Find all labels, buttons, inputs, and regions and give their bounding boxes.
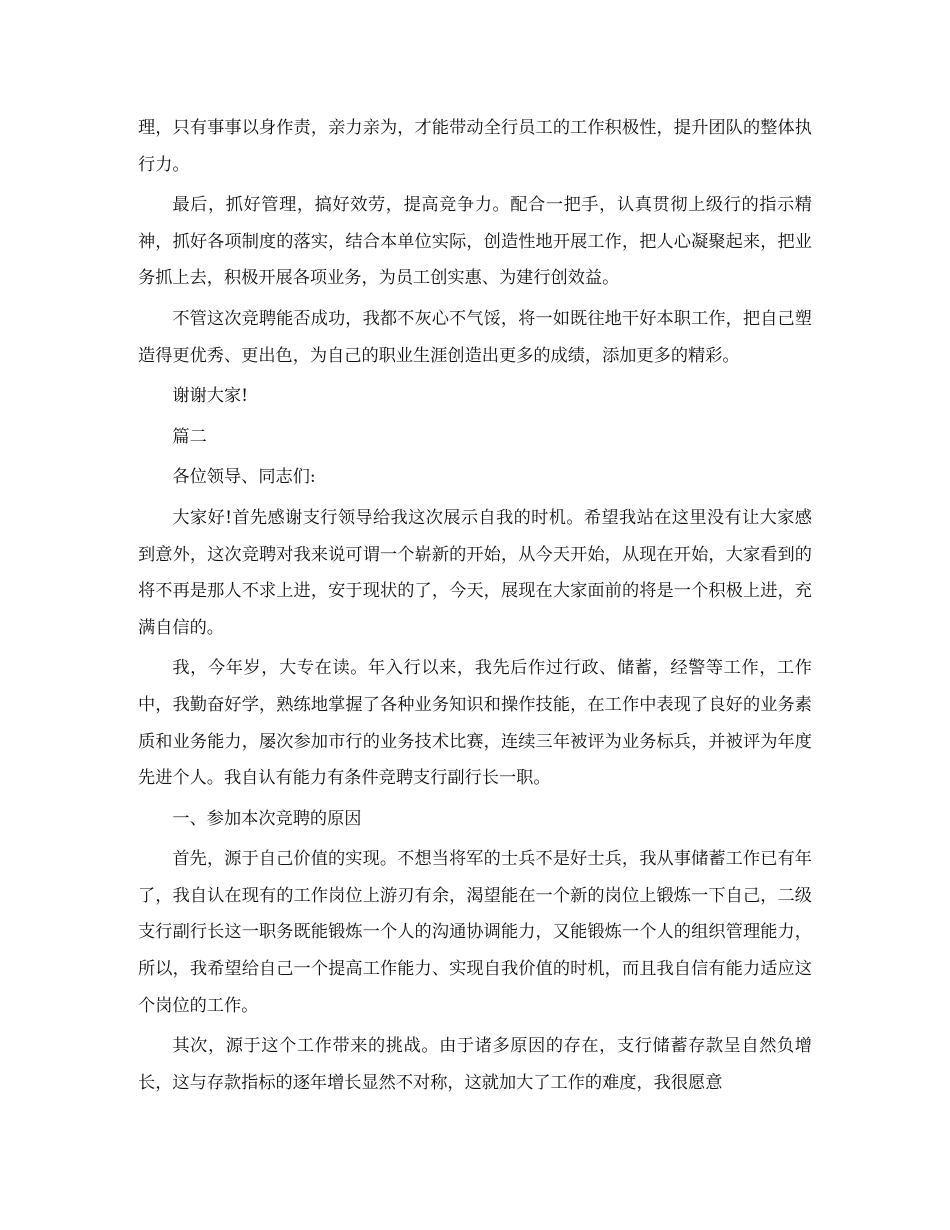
paragraph-10: 首先，源于自己价值的实现。不想当将军的士兵不是好士兵，我从事储蓄工作已有年了，我自认在现有的工作岗位上游刃有余，渴望能在一个新的岗位上锻炼一下自己，二级支行副行长这一职务既能锻炼一个人的沟通协调能力，又能锻炼一个人的组织管理能力，所以，我希望给自己一个提高工作能力、实现自我价值的时机，而且我自信有能力适应这个岗位的工作。	[138, 849, 812, 1016]
paragraph-1: 理，只有事事以身作责，亲力亲为，才能带动全行员工的工作积极性，提升团队的整体执行力。	[138, 118, 812, 175]
paragraph-11: 其次，源于这个工作带来的挑战。由于诸多原因的存在，支行储蓄存款呈自然负增长，这与存款指标的逐年增长显然不对称，这就加大了工作的难度，我很愿意	[138, 1036, 812, 1093]
salutation: 各位领导、同志们:	[172, 467, 316, 488]
paragraph-8: 我，今年岁，大专在读。年入行以来，我先后作过行政、储蓄，经警等工作，工作中，我勤奋好学，熟练地掌握了各种业务知识和操作技能，在工作中表现了良好的业务素质和业务能力，屡次参加市行的业务技术比赛，连续三年被评为业务标兵，并被评为年度先进个人。我自认有能力有条件竞聘支行副行长一职。	[138, 658, 812, 789]
paragraph-2: 最后，抓好管理，搞好效劳，提高竞争力。配合一把手，认真贯彻上级行的指示精神，抓好各项制度的落实，结合本单位实际，创造性地开展工作，把人心凝聚起来，把业务抓上去，积极开展各项业务，为员工创实惠、为建行创效益。	[138, 195, 812, 289]
subheading-reasons: 一、参加本次竞聘的原因	[172, 808, 362, 829]
paragraph-3: 不管这次竞聘能否成功，我都不灰心不气馁，将一如既往地干好本职工作，把自己塑造得更优秀、更出色，为自己的职业生涯创造出更多的成绩，添加更多的精彩。	[138, 308, 812, 366]
document-page	[138, 110, 812, 1101]
paragraph-7: 大家好!首先感谢支行领导给我这次展示自我的时机。希望我站在这里没有让大家感到意外，这次竞聘对我来说可谓一个崭新的开始，从今天开始，从现在开始，大家看到的将不再是那人不求上进，安于现状的了，今天，展现在大家面前的将是一个积极上进，充满自信的。	[138, 507, 812, 638]
section-heading-part-two: 篇二	[172, 426, 207, 447]
paragraph-4: 谢谢大家!	[172, 386, 249, 407]
